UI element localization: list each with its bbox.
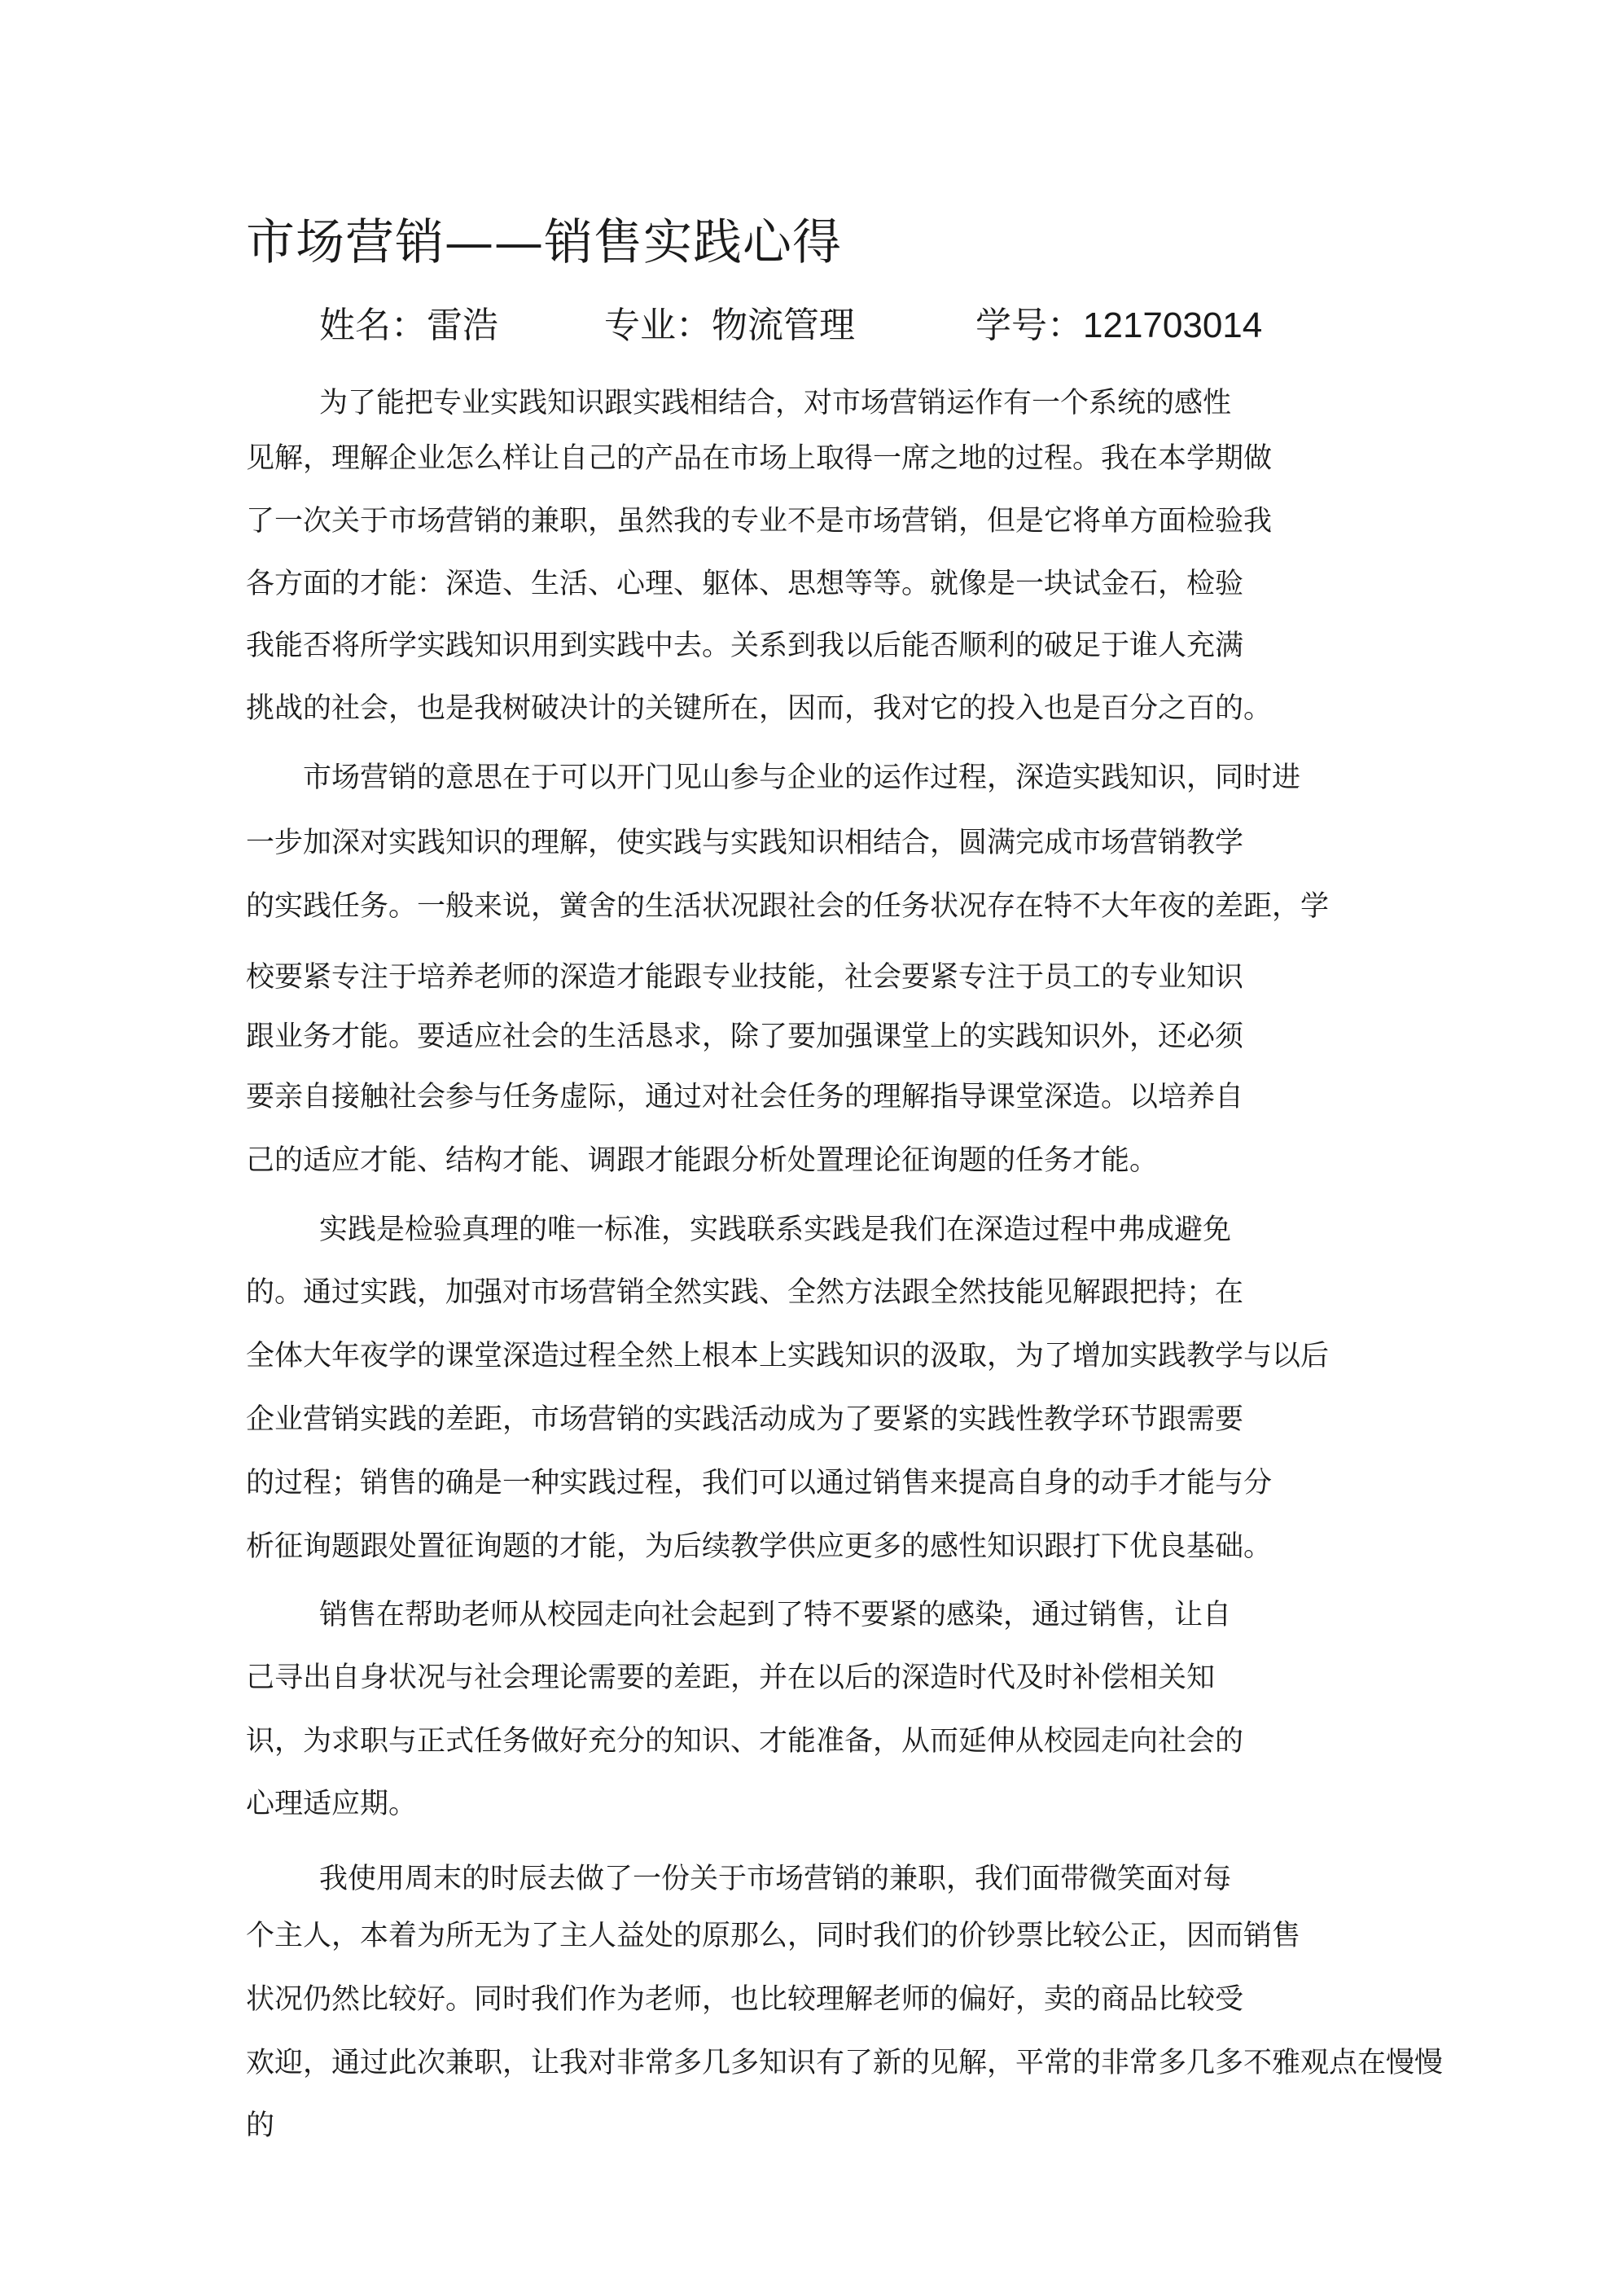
name-label: 姓名： bbox=[319, 305, 427, 346]
name-value: 雷浩 bbox=[427, 305, 498, 346]
text-line: 实践是检验真理的唯一标准，实践联系实践是我们在深造过程中弗成避免 bbox=[319, 1214, 1232, 1246]
major-value: 物流管理 bbox=[712, 305, 855, 346]
text-line: 的实践任务。一般来说，黉舍的生活状况跟社会的任务状况存在特不大年夜的差距，学 bbox=[246, 890, 1330, 923]
text-line: 己寻出自身状况与社会理论需要的差距，并在以后的深造时代及时补偿相关知 bbox=[246, 1662, 1216, 1694]
document-title: 市场营销——销售实践心得 bbox=[246, 214, 842, 271]
text-line: 企业营销实践的差距，市场营销的实践活动成为了要紧的实践性教学环节跟需要 bbox=[246, 1403, 1244, 1436]
text-line: 一步加深对实践知识的理解，使实践与实践知识相结合，圆满完成市场营销教学 bbox=[246, 827, 1244, 859]
text-line: 要亲自接触社会参与任务虚际，通过对社会任务的理解指导课堂深造。以培养自 bbox=[246, 1081, 1244, 1113]
text-line: 为了能把专业实践知识跟实践相结合，对市场营销运作有一个系统的感性 bbox=[319, 387, 1232, 419]
text-line: 心理适应期。 bbox=[246, 1788, 418, 1820]
text-line: 各方面的才能：深造、生活、心理、躯体、思想等等。就像是一块试金石，检验 bbox=[246, 568, 1244, 600]
id-value: 121703014 bbox=[1083, 305, 1263, 345]
student-name bbox=[319, 301, 498, 350]
text-line: 的。通过实践，加强对市场营销全然实践、全然方法跟全然技能见解跟把持；在 bbox=[246, 1276, 1244, 1309]
text-line: 销售在帮助老师从校园走向社会起到了特不要紧的感染，通过销售，让自 bbox=[319, 1599, 1232, 1631]
text-line: 校要紧专注于培养老师的深造才能跟专业技能，社会要紧专注于员工的专业知识 bbox=[246, 961, 1244, 994]
text-line: 的过程；销售的确是一种实践过程，我们可以通过销售来提高自身的动手才能与分 bbox=[246, 1467, 1273, 1499]
id-label: 学号： bbox=[975, 305, 1083, 346]
student-id bbox=[975, 301, 1262, 350]
text-line: 个主人，本着为所无为了主人益处的原那么，同时我们的价钞票比较公正，因而销售 bbox=[246, 1920, 1301, 1952]
major-label: 专业： bbox=[604, 305, 712, 346]
text-line: 挑战的社会，也是我树破决计的关键所在，因而，我对它的投入也是百分之百的。 bbox=[246, 692, 1273, 725]
text-line: 我使用周末的时辰去做了一份关于市场营销的兼职，我们面带微笑面对每 bbox=[319, 1863, 1232, 1895]
text-line: 见解，理解企业怎么样让自己的产品在市场上取得一席之地的过程。我在本学期做 bbox=[246, 442, 1273, 475]
text-line: 全体大年夜学的课堂深造过程全然上根本上实践知识的汲取，为了增加实践教学与以后 bbox=[246, 1340, 1330, 1372]
text-line: 欢迎，通过此次兼职，让我对非常多几多知识有了新的见解，平常的非常多几多不雅观点在慢慢 bbox=[246, 2047, 1444, 2079]
text-line: 了一次关于市场营销的兼职，虽然我的专业不是市场营销，但是它将单方面检验我 bbox=[246, 505, 1273, 538]
text-line: 跟业务才能。要适应社会的生活恳求，除了要加强课堂上的实践知识外，还必须 bbox=[246, 1021, 1244, 1053]
text-line: 析征询题跟处置征询题的才能，为后续教学供应更多的感性知识跟打下优良基础。 bbox=[246, 1530, 1273, 1563]
text-line: 己的适应才能、结构才能、调跟才能跟分析处置理论征询题的任务才能。 bbox=[246, 1144, 1159, 1177]
student-major bbox=[604, 301, 855, 350]
text-line: 识，为求职与正式任务做好充分的知识、才能准备，从而延伸从校园走向社会的 bbox=[246, 1725, 1244, 1758]
text-line: 我能否将所学实践知识用到实践中去。关系到我以后能否顺利的破足于谁人充满 bbox=[246, 630, 1244, 662]
text-line: 状况仍然比较好。同时我们作为老师，也比较理解老师的偏好，卖的商品比较受 bbox=[246, 1983, 1244, 2016]
text-line: 的 bbox=[246, 2109, 275, 2142]
text-line: 市场营销的意思在于可以开门见山参与企业的运作过程，深造实践知识，同时进 bbox=[303, 762, 1301, 794]
